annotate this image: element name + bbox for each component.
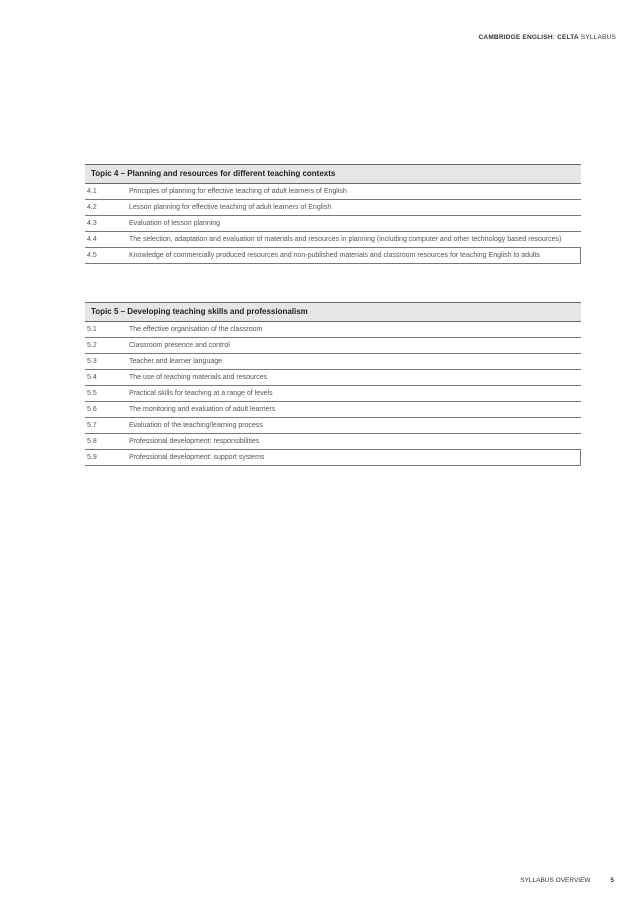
page-number: 5 [610,877,614,884]
table-row [85,216,581,232]
item-text: Evaluation of the teaching/learning process [129,421,263,429]
header-section: SYLLABUS [580,34,616,41]
table-row [85,402,581,418]
item-number: 4.4 [87,236,97,243]
item-number: 5.2 [87,341,97,349]
item-text: The use of teaching materials and resources [129,373,268,381]
item-number: 5.5 [87,389,97,397]
table-row [85,450,581,466]
table-row [85,338,581,354]
item-number: 4.1 [87,187,97,195]
item-text: The effective organisation of the classroom [129,325,263,333]
table-row [85,370,581,386]
item-text: Professional development: responsibilities [129,437,260,445]
table-row [85,386,581,402]
page-footer [520,877,614,884]
item-text: Professional development: support systems [129,453,265,461]
table-row [85,232,581,248]
item-number: 5.6 [87,405,97,413]
item-number: 4.5 [87,252,97,259]
table-row [85,418,581,434]
item-text: Evaluation of lesson planning [129,219,221,227]
item-text: Principles of planning for effective teaching of adult learners of English [129,187,347,195]
page-header [479,34,616,41]
item-text: Lesson planning for effective teaching of adult learners of English [129,203,332,211]
topic-4-title: Topic 4 – Planning and resources for different teaching contexts [85,164,581,184]
item-text: Classroom presence and control [129,341,230,349]
item-number: 5.7 [87,421,97,429]
topic-5-table [85,302,581,466]
topic-5-title: Topic 5 – Developing teaching skills and professionalism [85,302,581,322]
table-row [85,354,581,370]
table-row [85,322,581,338]
item-text: The selection, adaptation and evaluation of materials and resources in planning (including computer and other technology based resources) [129,236,562,243]
table-row [85,200,581,216]
item-number: 5.9 [87,453,97,461]
topic-4-table [85,164,581,264]
item-number: 5.4 [87,373,97,381]
item-number: 4.3 [87,219,97,227]
table-row [85,434,581,450]
item-text: Practical skills for teaching at a range of levels [129,389,273,397]
footer-label: SYLLABUS OVERVIEW [520,877,591,884]
item-number: 5.1 [87,325,97,333]
item-number: 5.8 [87,437,97,445]
item-text: The monitoring and evaluation of adult learners [129,405,276,413]
item-text: Knowledge of commercially produced resources and non-published materials and classroom resources for teaching English to adults [129,252,540,259]
table-row [85,248,581,264]
item-number: 5.3 [87,357,97,365]
table-row [85,184,581,200]
item-number: 4.2 [87,203,97,211]
item-text: Teacher and learner language [129,357,223,365]
header-brand: CAMBRIDGE ENGLISH: CELTA [478,34,579,41]
